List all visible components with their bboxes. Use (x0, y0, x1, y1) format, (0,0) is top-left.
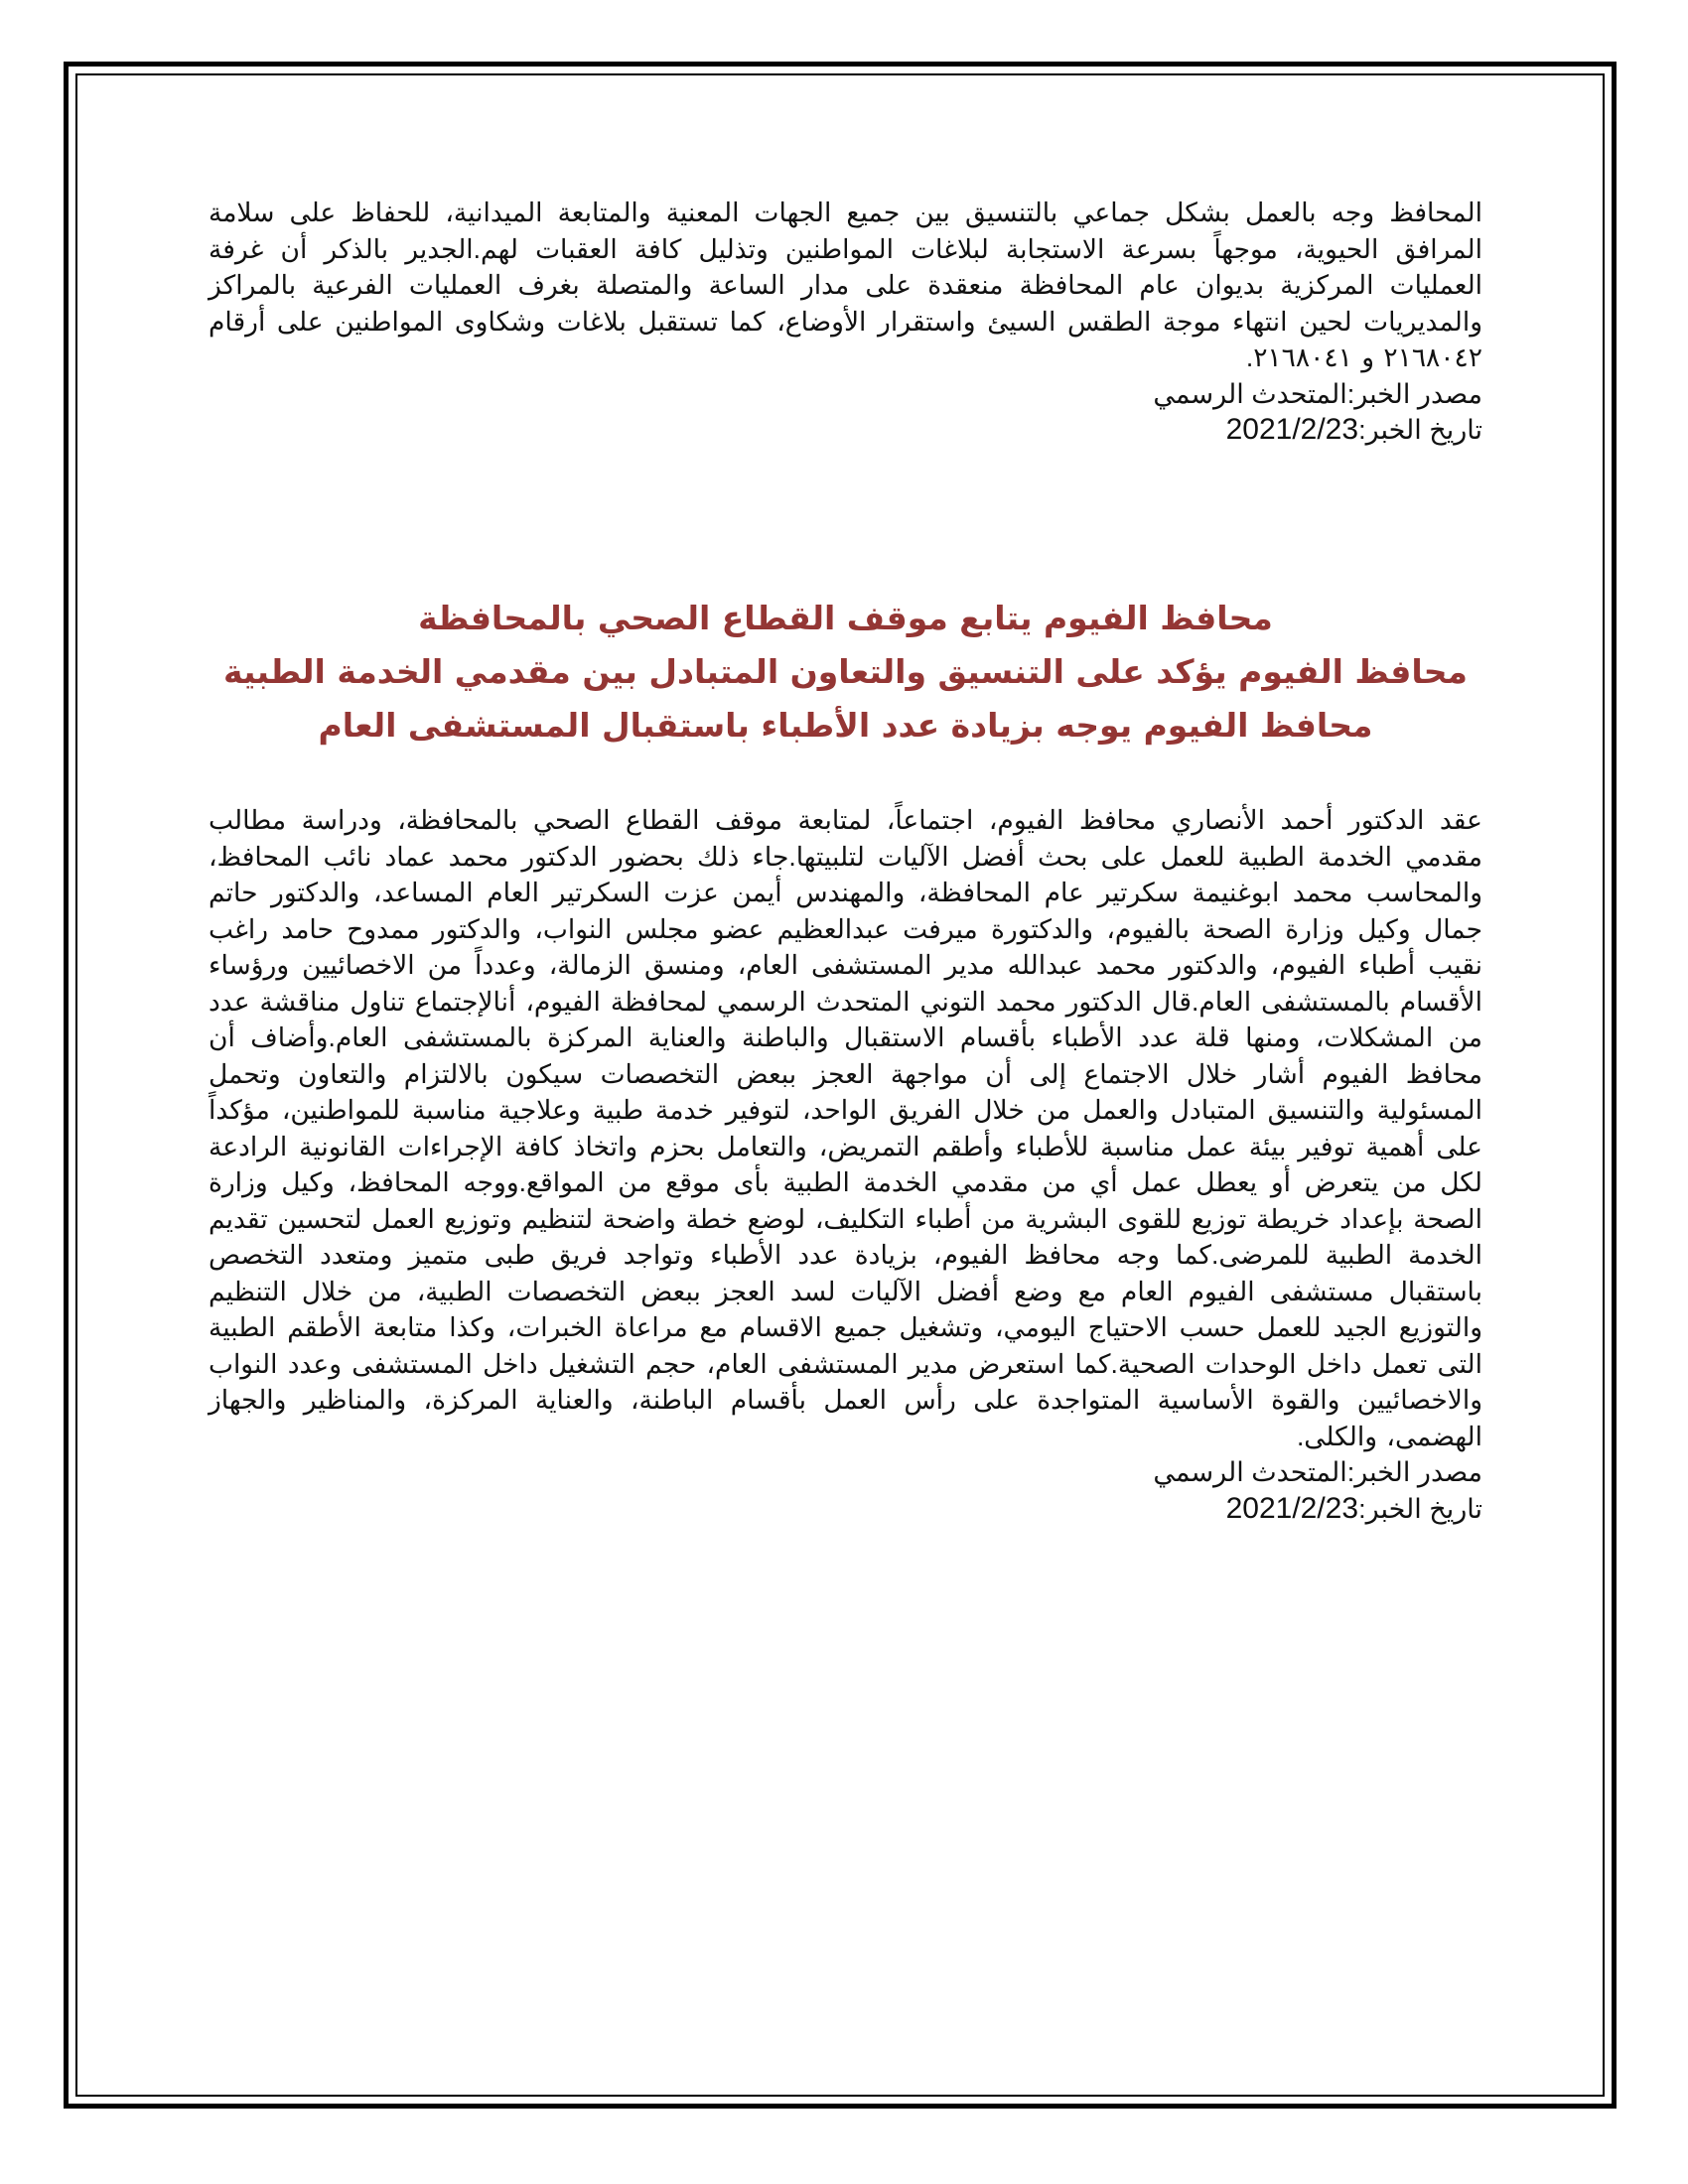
article-2-source: مصدر الخبر:المتحدث الرسمي (1153, 1457, 1482, 1487)
article-1-date-label: تاريخ الخبر: (1358, 415, 1482, 445)
headline-1: محافظ الفيوم يتابع موقف القطاع الصحي بالمحافظة (418, 599, 1273, 637)
article-2-date-label: تاريخ الخبر: (1358, 1493, 1482, 1524)
article-2 (209, 802, 1482, 1527)
article-2-headlines (209, 592, 1482, 752)
article-1 (209, 195, 1482, 449)
headline-2: محافظ الفيوم يؤكد على التنسيق والتعاون المتبادل بين مقدمي الخدمة الطبية (223, 652, 1468, 691)
article-1-body: المحافظ وجه بالعمل بشكل جماعي بالتنسيق بين جميع الجهات المعنية والمتابعة الميدانية، للحفاظ على سلامة المرافق الحيوية، موجهاً بسرعة الاستجابة لبلاغات المواطنين وتذليل كافة العقبات لهم.الجدير بالذكر أن غرفة العمليات المركزية بديوان عام المحافظة منعقدة على مدار الساعة والمتصلة بغرف العمليات الفرعية بالمراكز والمديريات لحين انتهاء موجة الطقس السيئ واستقرار الأوضاع، كما تستقبل بلاغات وشكاوى المواطنين على أرقام ٢١٦٨٠٤٢ و ٢١٦٨٠٤١. (209, 198, 1482, 372)
article-2-body: عقد الدكتور أحمد الأنصاري محافظ الفيوم، اجتماعاً، لمتابعة موقف القطاع الصحي بالمحافظة، ودراسة مطالب مقدمي الخدمة الطبية للعمل على بحث أفضل الآليات لتلبيتها.جاء ذلك بحضور الدكتور محمد عماد نائب المحافظ، والمحاسب محمد ابوغنيمة سكرتير عام المحافظة، والمهندس أيمن عزت السكرتير العام المساعد، والدكتور حاتم جمال وكيل وزارة الصحة بالفيوم، والدكتورة ميرفت عبدالعظيم عضو مجلس النواب، والدكتور ممدوح حامد راغب نقيب أطباء الفيوم، والدكتور محمد عبدالله مدير المستشفى العام، ومنسق الزمالة، وعدداً من الاخصائيين ورؤساء الأقسام بالمستشفى العام.قال الدكتور محمد التوني المتحدث الرسمي لمحافظة الفيوم، أنالإجتماع تناول مناقشة عدد من المشكلات، ومنها قلة عدد الأطباء بأقسام الاستقبال والباطنة والعناية المركزة بالمستشفى العام.وأضاف أن محافظ الفيوم أشار خلال الاجتماع إلى أن مواجهة العجز ببعض التخصصات سيكون بالالتزام والتعاون وتحمل المسئولية والتنسيق المتبادل والعمل من خلال الفريق الواحد، لتوفير خدمة طبية وعلاجية مناسبة للمواطنين، مؤكداً على أهمية توفير بيئة عمل مناسبة للأطباء وأطقم التمريض، والتعامل بحزم واتخاذ كافة الإجراءات القانونية الرادعة لكل من يتعرض أو يعطل عمل أي من مقدمي الخدمة الطبية بأى موقع من المواقع.ووجه المحافظ، وكيل وزارة الصحة بإعداد خريطة توزيع للقوى البشرية من أطباء التكليف، لوضع خطة واضحة لتنظيم وتوزيع العمل لتحسين تقديم الخدمة الطبية للمرضى.كما وجه محافظ الفيوم، بزيادة عدد الأطباء وتواجد فريق طبى متميز ومتعدد التخصص باستقبال مستشفى الفيوم العام مع وضع أفضل الآليات لسد العجز ببعض التخصصات الطبية، من خلال التنظيم والتوزيع الجيد للعمل حسب الاحتياج اليومي، وتشغيل جميع الاقسام مع مراعاة الخبرات، وكذا متابعة الأطقم الطبية التى تعمل داخل الوحدات الصحية.كما استعرض مدير المستشفى العام، حجم التشغيل داخل المستشفى وعدد النواب والاخصائيين والقوة الأساسية المتواجدة على رأس العمل بأقسام الباطنة، والعناية المركزة، والمناظير والجهاز الهضمى، والكلى. (209, 805, 1482, 1451)
article-1-date-value: 2021/2/23 (1225, 413, 1359, 446)
headline-3: محافظ الفيوم يوجه بزيادة عدد الأطباء باستقبال المستشفى العام (318, 706, 1373, 745)
article-2-date (209, 1491, 1482, 1528)
article-1-source: مصدر الخبر:المتحدث الرسمي (1153, 378, 1482, 409)
article-1-date (209, 412, 1482, 449)
article-2-date-value: 2021/2/23 (1225, 1491, 1359, 1525)
